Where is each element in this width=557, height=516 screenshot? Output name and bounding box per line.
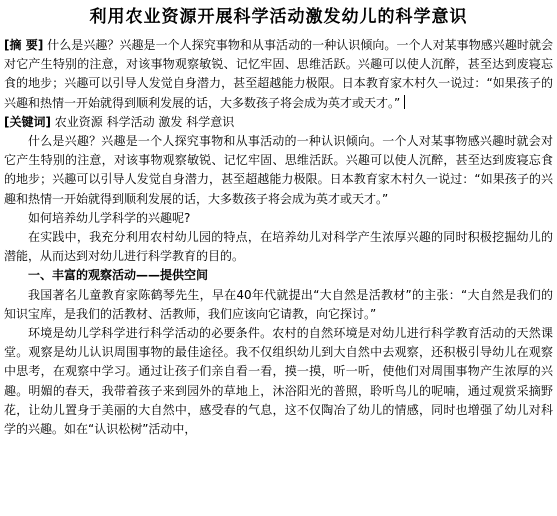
section-paragraph-1: 我国著名儿童教育家陈鹤琴先生，早在40年代就提出“大自然是活教材”的主张：“大自然是我们的知识宝库，是我们的活教材、活教师，我们应该向它请教，向它探讨。” [4,287,553,321]
keywords-tag: [关键词] [4,114,51,129]
keywords-paragraph [4,113,553,132]
section-heading: 一、丰富的观察活动——提供空间 [28,268,209,283]
abstract-paragraph [4,36,553,113]
body-paragraph-1: 什么是兴趣？兴趣是一个人探究事物和从事活动的一种认识倾向。一个人对某事物感兴趣时就会对它产生特别的注意，对该事物观察敏锐、记忆牢固、思维活跃。兴趣可以使人沉醉，甚至达到废寝忘食的地步；兴趣可以引导人发觉自身潜力，甚至超越能力极限。日本教育家木村久一说过：“如果孩子的兴趣和热情一开始就得到顺利发展的话，大多数孩子将会成为英才或天才。” [4,134,553,206]
keywords-text: 农业资源 科学活动 激发 科学意识 [50,114,235,129]
body-paragraph-3: 在实践中，我充分利用农村幼儿园的特点，在培养幼儿对科学产生浓厚兴趣的同时积极挖掘幼儿的潜能，从而达到对幼儿进行科学教育的目的。 [4,230,553,264]
abstract-text: 什么是兴趣？兴趣是一个人探究事物和从事活动的一种认识倾向。一个人对某事物感兴趣时就会对它产生特别的注意，对该事物观察敏锐、记忆牢固、思维活跃。兴趣可以使人沉醉，甚至达到废寝忘食的地步；兴趣可以引导人发觉自身潜力，甚至超越能力极限。日本教育家木村久一说过：“如果孩子的兴趣和热情一开始就得到顺利发展的话，大多数孩子将会成为英才或天才。” [4,38,553,110]
document-title: 利用农业资源开展科学活动激发幼儿的科学意识 [89,7,468,27]
abstract-tag: [摘 要] [4,38,44,52]
text-cursor [404,95,405,109]
body-paragraph-2: 如何培养幼儿学科学的兴趣呢? [28,210,191,225]
section-paragraph-2: 环境是幼儿学科学进行科学活动的必要条件。农村的自然环境是对幼儿进行科学教育活动的天然课堂。观察是幼儿认识周围事物的最佳途径。我不仅组织幼儿到大自然中去观察，还积极引导幼儿在观察中思考，在观察中学习。通过让孩子们亲自看一看，摸一摸，听一听，使他们对周围事物产生浓厚的兴趣。明媚的春天，我带着孩子来到园外的草地上，沐浴阳光的普照，聆听鸟儿的呢喃，通过观赏采摘野花，让幼儿置身于美丽的大自然中，感受春的气息，这不仅陶冶了幼儿的情感，同时也增强了幼儿对科学的兴趣。如在“认识松树”活动中， [4,326,553,437]
